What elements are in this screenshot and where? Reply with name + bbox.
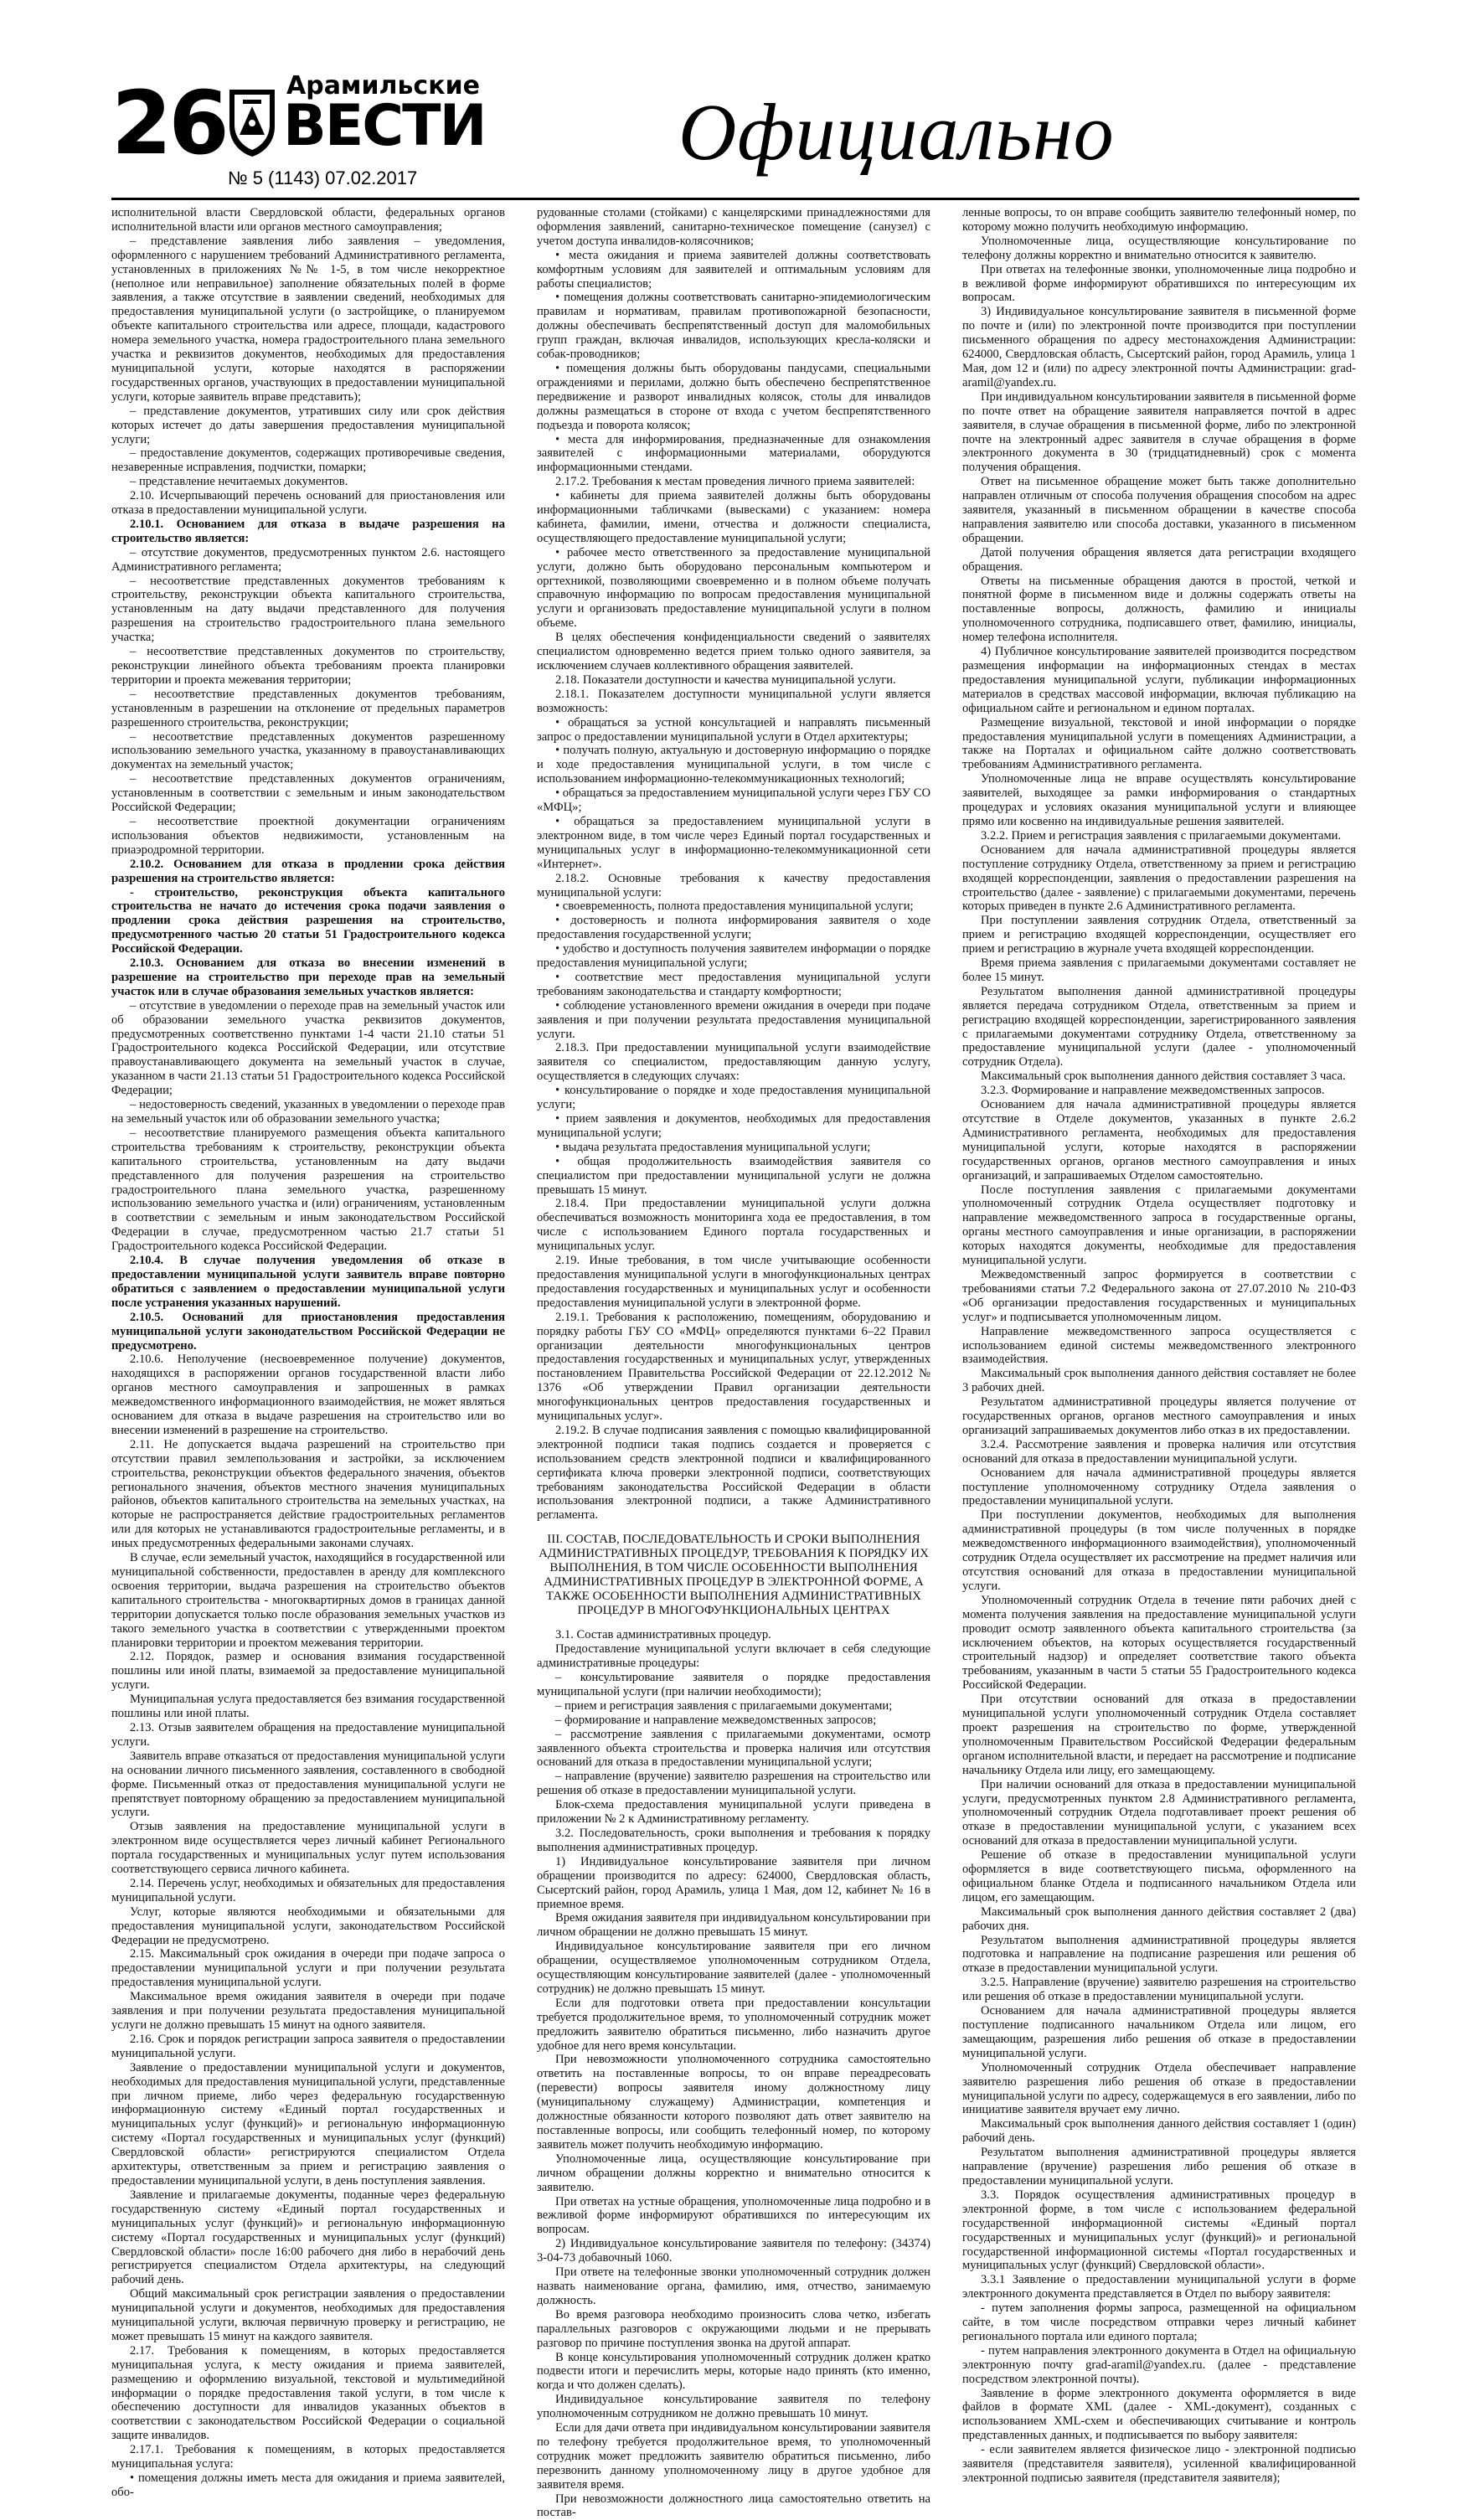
paragraph: Датой получения обращения является дата регистрации входящего обращения. <box>962 545 1356 574</box>
paragraph: В конце консультирования уполномоченный сотрудник должен кратко подвести итоги и перечислить меры, которые надо принять (кто именно, когда и что должен сделать). <box>537 2350 930 2393</box>
paragraph: 2.11. Не допускается выдача разрешений на строительство при отсутствии правил землепользования и застройки, за исключением строительства, реконструкции объектов федерального значения, объектов регионального значения, объектов местного значения муниципальных районов, объектов капитального строительства на земельных участках, на которые не распространяется действие градостроительных регламентов или для которых не устанавливаются градостроительные регламенты, и в иных предусмотренных федеральными законами случаях. <box>111 1437 505 1551</box>
paragraph: • удобство и доступность получения заявителем информации о порядке предоставления муниципальной услуги; <box>537 942 930 971</box>
paragraph: 4) Публичное консультирование заявителей производится посредством размещения информации на информационных стендах в местах предоставления муниципальной услуги, публикации информационных материалов в средствах массовой информации, включая публикацию на официальном сайте и региональном и едином порталах. <box>962 645 1356 715</box>
paragraph: Уполномоченный сотрудник Отдела обеспечивает направление заявителю разрешения либо решения об отказе в предоставлении муниципальной услуги по адресу, содержащемуся в его заявлении, либо по инициативе заявителя вручает ему лично. <box>962 2060 1356 2117</box>
paragraph: В целях обеспечения конфиденциальности сведений о заявителях специалистом одновременно ведется прием только одного заявителя, за исключением случаев коллективного обращения заявителей. <box>537 631 930 673</box>
paragraph: Максимальный срок выполнения данного действия составляет 1 (один) рабочий день. <box>962 2117 1356 2146</box>
paragraph: Во время разговора необходимо произносить слова четко, избегать параллельных разговоров с окружающими людьми и не прерывать разговор по причине поступления звонка на другой аппарат. <box>537 2307 930 2350</box>
paragraph: Заявление и прилагаемые документы, поданные через федеральную государственную систему «Единый портал государственных и муниципальных услуг (функций)» и региональную информационную систему «Портал государственных и муниципальных услуг (функций) Свердловской области» после 16:00 рабочего дня либо в нерабочий день регистрируется специалистом Отдела архитектуры, на следующий рабочий день. <box>111 2188 505 2287</box>
paragraph: • места для информирования, предназначенные для ознакомления заявителей с информационными материалами, оборудуются информационными стендами. <box>537 432 930 475</box>
paragraph: Блок-схема предоставления муниципальной услуги приведена в приложении № 2 к Административному регламенту. <box>537 1798 930 1827</box>
paragraph: ленные вопросы, то он вправе сообщить заявителю телефонный номер, по которому можно получить необходимую информацию. <box>962 206 1356 234</box>
text-column-2 <box>537 206 931 2520</box>
paragraph: Заявление о предоставлении муниципальной услуги и документов, необходимых для предоставления муниципальной услуги, представленные при личном приеме, либо через федеральную государственную информационную систему «Единый портал государственных и муниципальных услуг (функций)» и региональную информационную систему «Портал государственных и муниципальных услуг (функций) Свердловской области» регистрируются специалистом Отдела архитектуры, ответственным за прием и регистрацию заявления о предоставлении муниципальной услуги, в день поступления заявления. <box>111 2060 505 2188</box>
paragraph: 2.17. Требования к помещениям, в которых предоставляется муниципальная услуга, к месту ожидания и приема заявителей, размещению и оформлению визуальной, текстовой и мультимедийной информации о порядке предоставления такой услуги, в том числе к обеспечению доступности для инвалидов указанных объектов в соответствии с законодательством Российской Федерации о социальной защите инвалидов. <box>111 2343 505 2443</box>
paragraph: 2.18.1. Показателем доступности муниципальной услуги является возможность: <box>537 687 930 715</box>
paragraph: 2.17.1. Требования к помещениям, в которых предоставляется муниципальная услуга: <box>111 2443 505 2471</box>
newspaper-logo <box>226 71 486 163</box>
paragraph: После поступления заявления с прилагаемыми документами уполномоченный сотрудник Отдела осуществляет подготовку и направление межведомственного запроса в государственные органы, органы местного самоуправления и иные организации, в распоряжении которых находятся документы, необходимые для предоставления муниципальной услуги. <box>962 1183 1356 1268</box>
paragraph: 3.3.1 Заявление о предоставлении муниципальной услуги в форме электронного документа представляется в Отдел по выбору заявителя: <box>962 2273 1356 2301</box>
paragraph: – формирование и направление межведомственных запросов; <box>555 1713 877 1727</box>
paragraph: - если заявителем является физическое лицо - электронной подписью заявителя (представителя заявителя), усиленной квалифицированной электронной подписью заявителя (представителя заявителя); <box>962 2443 1356 2485</box>
paragraph: Основанием для начала административной процедуры является поступление подписанного начальником Отдела или лицом, его замещающим, разрешения либо решения об отказе в предоставлении муниципальной услуги. <box>962 2004 1356 2060</box>
paragraph: – представление заявления либо заявления – уведомления, оформленного с нарушением требований Административного регламента, установленных в приложениях №№ 1-5, в том числе некорректное (неполное или неправильное) заполнение обязательных полей в форме заявления, а также отсутствие в заявлении сведений, необходимых для предоставления муниципальной услуги (о застройщике, о планируемом объекте капитального строительства или адресе, площади, кадастрового номера земельного участка, номера градостроительного плана земельного участка и реквизитов документов, необходимых для предоставления муниципальной услуги, которые находятся в распоряжении государственных органов, участвующих в предоставлении муниципальной услуги, которые заявитель вправе представить); <box>111 234 505 404</box>
page-number: 26 <box>111 72 226 174</box>
paragraph: 2.16. Срок и порядок регистрации запроса заявителя о предоставлении муниципальной услуги. <box>111 2032 505 2060</box>
paragraph: Максимальный срок выполнения данного действия составляет 2 (два) рабочих дня. <box>962 1904 1356 1933</box>
paragraph: Уполномоченные лица, осуществляющие консультирование при личном обращении должны корректно и внимательно относится к заявителю. <box>537 2152 930 2194</box>
brand-top-word: Арамильские <box>286 71 480 100</box>
paragraph: • соблюдение установленного времени ожидания в очереди при подаче заявления и при получении результата предоставления муниципальной услуги. <box>537 998 930 1041</box>
paragraph: Результатом выполнения данной административной процедуры является передача сотрудником Отдела, ответственным за прием и регистрацию входящей корреспонденции, зарегистрированного заявления с прилагаемыми документами сотруднику Отдела, ответственному за предоставление муниципальной услуги (далее - уполномоченный сотрудник Отдела). <box>962 984 1356 1069</box>
paragraph: В случае, если земельный участок, находящийся в государственной или муниципальной собственности, предоставлен в аренду для комплексного освоения территории, выдача разрешения на строительство объектов капитального строительства - многоквартирных домов в границах данной территории допускается только после образования земельных участков из такого земельного участка в соответствии с утвержденными проектом планировки территории и проектом межевания территории. <box>111 1551 505 1650</box>
paragraph: – несоответствие проектной документации ограничениям использования объектов недвижимости, установленным на приаэродромной территории. <box>111 814 505 857</box>
paragraph: Основанием для начала административной процедуры является поступление уполномоченному сотруднику Отдела заявления о предоставлении муниципальной услуги. <box>962 1466 1356 1508</box>
brand-main-word: ВЕСТИ <box>283 93 486 159</box>
paragraph: 2.10.6. Неполучение (несвоевременное получение) документов, находящихся в распоряжении органов государственной власти либо органов местного самоуправления и запрошенных в рамках межведомственного информационного взаимодействия, не может являться основанием для отказа в выдаче разрешения на строительство или во внесении изменений в разрешение на строительство. <box>111 1353 505 1437</box>
paragraph: 2) Индивидуальное консультирование заявителя по телефону: (34374) 3-04-73 добавочный 1060. <box>537 2237 930 2265</box>
paragraph: Основанием для начала административной процедуры является отсутствие в Отделе документов, указанных в пункте 2.6.2 Административного регламента, необходимых для предоставления муниципальной услуги, которые находятся в распоряжении государственных органов, органов местного самоуправления и иных организаций, и запрашиваемых Отделом самостоятельно. <box>962 1098 1356 1183</box>
paragraph: Индивидуальное консультирование заявителя при его личном обращении, осуществляемое уполномоченным сотрудником Отдела, осуществляющим консультирование заявителей (далее - уполномоченный сотрудник) не должно превышать 15 минут. <box>537 1940 930 1996</box>
paragraph: – прием и регистрация заявления с прилагаемыми документами; <box>555 1698 893 1713</box>
paragraph: 3.1. Состав административных процедур. <box>555 1628 771 1642</box>
paragraph: При ответах на телефонные звонки, уполномоченные лица подробно и в вежливой форме информируют обратившихся по интересующим их вопросам. <box>962 262 1356 305</box>
paragraph: 3.2.3. Формирование и направление межведомственных запросов. <box>981 1084 1325 1098</box>
paragraph: Максимальный срок выполнения данного действия составляет 3 часа. <box>981 1069 1346 1084</box>
paragraph: Межведомственный запрос формируется в соответствии с требованиями статьи 7.2 Федерального закона от 27.07.2010 № 210-ФЗ «Об организации предоставления государственных и муниципальных услуг» и подписывается уполномоченным лицом. <box>962 1267 1356 1324</box>
paragraph: • общая продолжительность взаимодействия заявителя со специалистом при предоставлении муниципальной услуги не должна превышать 15 минут. <box>537 1154 930 1197</box>
paragraph: – несоответствие представленных документов по строительству, реконструкции линейного объекта требованиям проекта планировки территории и проекта межевания территории; <box>111 645 505 687</box>
paragraph: 2.18.4. При предоставлении муниципальной услуги должна обеспечиваться возможность мониторинга хода ее предоставления, в том числе с использованием Единого портала государственных и муниципальных услуг. <box>537 1197 930 1254</box>
paragraph: – отсутствие в уведомлении о переходе прав на земельный участок или об образовании земельного участка реквизитов документов, предусмотренных соответственно пунктами 1-4 части 21.10 статьи 51 Градостроительного кодекса Российской Федерации, или отсутствие правоустанавливающего документа на земельный участок в случае, указанном в части 21.13 статьи 51 Градостроительного кодекса Российской Федерации; <box>111 998 505 1098</box>
paragraph: Муниципальная услуга предоставляется без взимания государственной пошлины или иной платы. <box>111 1693 505 1721</box>
paragraph: рудованные столами (стойками) с канцелярскими принадлежностями для оформления заявлений, санитарно-техническое помещение (санузел) с учетом доступа инвалидов-колясочников; <box>537 206 930 248</box>
paragraph: – предоставление документов, содержащих противоречивые сведения, незаверенные исправления, подчистки, помарки; <box>111 446 505 475</box>
section-heading: III. СОСТАВ, ПОСЛЕДОВАТЕЛЬНОСТЬ И СРОКИ ВЫПОЛНЕНИЯ АДМИНИСТРАТИВНЫХ ПРОЦЕДУР, ТРЕБОВАНИЯ К ПОРЯДКУ ИХ ВЫПОЛНЕНИЯ, В ТОМ ЧИСЛЕ ОСОБЕННОСТИ ВЫПОЛНЕНИЯ АДМИНИСТРАТИВНЫХ ПРОЦЕДУР В ЭЛЕКТРОННОЙ ФОРМЕ, А ТАКЖЕ ОСОБЕННОСТИ ВЫПОЛНЕНИЯ АДМИНИСТРАТИВНЫХ ПРОЦЕДУР В МНОГОФУНКЦИОНАЛЬНЫХ ЦЕНТРАХ <box>539 1533 929 1618</box>
paragraph: – представление нечитаемых документов. <box>130 475 348 489</box>
paragraph: • помещения должны быть оборудованы пандусами, специальными ограждениями и перилами, должно быть обеспечено беспрепятственное передвижение и разворот инвалидных колясок, столы для инвалидов должны размещаться в стороне от входа с учетом беспрепятственного подъезда и поворота колясок; <box>537 361 930 432</box>
bold-paragraph: 2.10.2. Основанием для отказа в продлении срока действия разрешения на строительство является: <box>111 857 505 885</box>
paragraph: – недостоверность сведений, указанных в уведомлении о переходе прав на земельный участок или об образовании земельного участка; <box>111 1098 505 1126</box>
city-crest-icon <box>226 83 278 158</box>
paragraph: – несоответствие представленных документов требованиям, установленным в разрешении на отклонение от предельных параметров разрешенного строительства, реконструкции; <box>111 687 505 729</box>
paragraph: • помещения должны иметь места для ожидания и приема заявителей, обо- <box>111 2471 505 2499</box>
paragraph: При отсутствии оснований для отказа в предоставлении муниципальной услуги уполномоченный сотрудник Отдела составляет проект разрешения на строительство по форме, утвержденной уполномоченным Правительством Российской Федерации федеральным органом исполнительной власти, и передает на рассмотрение и подписание начальнику Отдела или лицу, его замещающему. <box>962 1693 1356 1777</box>
paragraph: • прием заявления и документов, необходимых для предоставления муниципальной услуги; <box>537 1112 930 1140</box>
paragraph: Ответ на письменное обращение может быть также дополнительно направлен отличным от способа получения обращения способом на адрес заявителя, указанный в письменном обращении в качестве способа направления заявителю или способа доставки, указанного в письменном обращении. <box>962 475 1356 545</box>
bold-paragraph: 2.10.3. Основанием для отказа во внесении изменений в разрешение на строительство при переходе прав на земельный участок или в случае образования земельных участков является: <box>111 956 505 998</box>
paragraph: При наличии оснований для отказа в предоставлении муниципальной услуги, предусмотренных пунктом 2.8 Административного регламента, уполномоченный сотрудник Отдела подготавливает проект решения об отказе в предоставлении муниципальной услуги, с указанием всех оснований для отказа в предоставлении муниципальной услуги. <box>962 1777 1356 1848</box>
paragraph: Время приема заявления с прилагаемыми документами составляет не более 15 минут. <box>962 956 1356 984</box>
paragraph: 2.15. Максимальный срок ожидания в очереди при подаче запроса о предоставлении муниципальной услуги и при получении результата предоставления муниципальной услуги. <box>111 1947 505 1990</box>
paragraph: • рабочее место ответственного за предоставление муниципальной услуги, должно быть оборудовано персональным компьютером и оргтехникой, позволяющими своевременно и в полном объеме получать справочную информацию по вопросам предоставления муниципальной услуги и организовать предоставление муниципальной услуги в полном объеме. <box>537 545 930 631</box>
bold-paragraph: 2.10.4. В случае получения уведомления об отказе в предоставлении муниципальной услуги заявитель вправе повторно обратиться с заявлением о предоставлении муниципальной услуги после устранения указанных нарушений. <box>111 1254 505 1310</box>
paragraph: - путем направления электронного документа в Отдел на официальную электронную почту grad-aramil@yandex.ru. (далее - представление посредством электронной почты). <box>962 2343 1356 2386</box>
paragraph: 3.2.5. Направление (вручение) заявителю разрешения на строительство или решения об отказе в предоставлении муниципальной услуги. <box>962 1976 1356 2004</box>
paragraph: Максимальное время ожидания заявителя в очереди при подаче заявления и при получении результата предоставления муниципальной услуги не должно превышать 15 минут на одного заявителя. <box>111 1990 505 2032</box>
paragraph: Уполномоченные лица, осуществляющие консультирование по телефону должны корректно и внимательно относится к заявителю. <box>962 234 1356 262</box>
paragraph: При ответе на телефонные звонки уполномоченный сотрудник должен назвать наименование органа, фамилию, имя, отчество, занимаемую должность. <box>537 2265 930 2307</box>
paragraph: - путем заполнения формы запроса, размещенной на официальном сайте, в том числе посредством отправки через личный кабинет регионального портала или единого портала; <box>962 2301 1356 2343</box>
paragraph: При поступлении документов, необходимых для выполнения административной процедуры (в том числе полученных в порядке межведомственного информационного взаимодействия), уполномоченный сотрудник Отдела осуществляет их рассмотрение на предмет наличия или отсутствия оснований для отказа в предоставлении муниципальной услуги. <box>962 1508 1356 1593</box>
paragraph: 2.18.3. При предоставлении муниципальной услуги взаимодействие заявителя со специалистом, предоставляющим данную услугу, осуществляется в следующих случаях: <box>537 1041 930 1084</box>
masthead <box>0 0 1469 205</box>
paragraph: Максимальный срок выполнения данного действия составляет не более 3 рабочих дней. <box>962 1367 1356 1395</box>
paragraph: – отсутствие документов, предусмотренных пунктом 2.6. настоящего Административного регламента; <box>111 545 505 574</box>
paragraph: • соответствие мест предоставления муниципальной услуги требованиям законодательства и стандарту комфортности; <box>537 970 930 998</box>
paragraph: Предоставление муниципальной услуги включает в себя следующие административные процедуры: <box>537 1642 930 1671</box>
bold-paragraph: - строительство, реконструкция объекта капитального строительства не начато до истечения срока подачи заявления о продлении срока действия разрешения на строительство, предусмотренного частью 20 статьи 51 Градостроительного кодекса Российской Федерации. <box>111 885 505 956</box>
paragraph: 2.19.1. Требования к расположению, помещениям, оборудованию и порядку работы ГБУ СО «МФЦ» определяются пунктами 6–22 Правил организации деятельности многофункциональных центров предоставления государственных и муниципальных услуг, утвержденных постановлением Правительства Российской Федерации от 22.12.2012 № 1376 «Об утверждении Правил организации деятельности многофункциональных центров предоставления государственных и муниципальных услуг». <box>537 1310 930 1424</box>
paragraph: 2.19.2. В случае подписания заявления с помощью квалифицированной электронной подписи такая подпись создается и проверяется с использованием средств электронной подписи и квалифицированного сертификата ключа проверки электронной подписи, соответствующих требованиям законодательства Российской Федерации в области использования электронной подписи, а также Административного регламента. <box>537 1423 930 1523</box>
paragraph: При ответах на устные обращения, уполномоченные лица подробно и в вежливой форме информируют обратившихся по интересующим их вопросам. <box>537 2194 930 2237</box>
paragraph: Ответы на письменные обращения даются в простой, четкой и понятной форме в письменном виде и должны содержать ответы на поставленные вопросы, должность, фамилию и инициалы уполномоченного сотрудника, подписавшего ответ, фамилию, инициалы, номер телефона исполнителя. <box>962 574 1356 645</box>
paragraph: • получать полную, актуальную и достоверную информацию о порядке и ходе предоставления муниципальной услуги, в том числе с использованием информационно-телекоммуникационных технологий; <box>537 744 930 786</box>
paragraph: Заявление в форме электронного документа оформляется в виде файлов в формате XML (далее - XML-документ), созданных с использованием XML-схем и обеспечивающих считывание и контроль представленных данных, и подписывается по выбору заявителя: <box>962 2386 1356 2443</box>
paragraph: Основанием для начала административной процедуры является поступление сотруднику Отдела, ответственному за прием и регистрацию входящей корреспонденции, заявления о предоставлении разрешения на строительство (далее - заявление) с прилагаемыми документами, перечень которых приведен в пункте 2.6 Административного регламента. <box>962 843 1356 914</box>
paragraph: Услуг, которые являются необходимыми и обязательными для предоставления муниципальной услуги, законодательством Российской Федерации не предусмотрено. <box>111 1904 505 1947</box>
paragraph: Уполномоченный сотрудник Отдела в течение пяти рабочих дней с момента получения заявления на предоставление муниципальной услуги проводит осмотр заявленного объекта капитального строительства (за исключением объектов, на которых осуществляется государственный строительный надзор) и определяет соответствие такого объекта требованиям, указанным в части 5 статьи 55 Градостроительного кодекса Российской Федерации. <box>962 1593 1356 1693</box>
paragraph: Размещение визуальной, текстовой и иной информации о порядке предоставления муниципальной услуги в помещениях Администрации, а также на Порталах и официальном сайте должно соответствовать требованиям Административного регламента. <box>962 715 1356 772</box>
paragraph: – представление документов, утративших силу или срок действия которых истечет до даты завершения предоставления муниципальной услуги; <box>111 404 505 446</box>
paragraph: При поступлении заявления сотрудник Отдела, ответственный за прием и регистрацию входящей корреспонденции, осуществляет его прием и регистрацию в журнале учета входящей корреспонденции. <box>962 914 1356 956</box>
paragraph: 2.19. Иные требования, в том числе учитывающие особенности предоставления муниципальной услуги в многофункциональных центрах предоставления государственных и муниципальных услуг и особенности предоставления муниципальной услуги в электронной форме. <box>537 1254 930 1310</box>
paragraph: 1) Индивидуальное консультирование заявителя при личном обращении производится по адресу: 624000, Свердловская область, Сысертский район, город Арамиль, улица 1 Мая, дом 12, кабинет № 16 в приемное время. <box>537 1854 930 1911</box>
paragraph: Результатом выполнения административной процедуры является направление (вручение) разрешения либо решения об отказе в предоставлении муниципальной услуги. <box>962 2146 1356 2188</box>
paragraph: – несоответствие представленных документов требованиям к строительству, реконструкции объекта капитального строительства, установленным на дату выдачи представленного для получения разрешения на строительство градостроительного плана земельного участка; <box>111 574 505 645</box>
text-column-3 <box>962 206 1356 2485</box>
paragraph: 2.13. Отзыв заявителем обращения на предоставление муниципальной услуги. <box>111 1720 505 1749</box>
paragraph: Если для дачи ответа при индивидуальном консультировании заявителя по телефону требуется продолжительное время, то уполномоченный сотрудник может предложить заявителю обратиться письменно, либо перезвонить данному уполномоченному лицу в другое удобное для заявителя время. <box>537 2421 930 2492</box>
section-title: Официально <box>678 87 1115 177</box>
paragraph: 2.12. Порядок, размер и основания взимания государственной пошлины или иной платы, взимаемой за предоставление муниципальной услуги. <box>111 1650 505 1693</box>
paragraph: – несоответствие представленных документов разрешенному использованию земельного участка, указанному в правоустанавливающих документах на земельный участок; <box>111 729 505 772</box>
paragraph: 3.2.2. Прием и регистрация заявления с прилагаемыми документами. <box>981 828 1342 843</box>
paragraph: • кабинеты для приема заявителей должны быть оборудованы информационными табличками (вывесками) с указанием: номера кабинета, фамилии, имени, отчества и должности специалиста, осуществляющего предоставление муниципальной услуги; <box>537 489 930 545</box>
paragraph: – несоответствие планируемого размещения объекта капитального строительства требованиям к строительству, реконструкции объекта капитального строительства, установленным на дату выдачи представленного для получения разрешения на строительство градостроительного плана земельного участка, разрешенному использованию земельного участка и (или) ограничениям, установленным в соответствии с земельным и иным законодательством Российской Федерации в случае, предусмотренном частью 21.7 статьи 51 Градостроительного кодекса Российской Федерации. <box>111 1126 505 1254</box>
paragraph: При индивидуальном консультировании заявителя в письменной форме по почте ответ на обращение заявителя направляется почтой в адрес заявителя, в случае обращения в письменной форме, либо по электронной почте на электронный адрес заявителя в случае обращения в форме электронного документа в 30 (тридцатидневный) срок с момента получения обращения. <box>962 389 1356 475</box>
paragraph: Заявитель вправе отказаться от предоставления муниципальной услуги на основании личного письменного заявления, составленного в свободной форме. Письменный отказ от предоставления муниципальной услуги не препятствует повторному обращению за предоставлением муниципальной услуги. <box>111 1749 505 1820</box>
bold-paragraph: 2.10.5. Оснований для приостановления предоставления муниципальной услуги законодательством Российской Федерации не предусмотрено. <box>111 1310 505 1353</box>
bold-paragraph: 2.10.1. Основанием для отказа в выдаче разрешения на строительство является: <box>111 517 505 545</box>
paragraph: Направление межведомственного запроса осуществляется с использованием единой системы межведомственного электронного взаимодействия. <box>962 1324 1356 1367</box>
paragraph: 3) Индивидуальное консультирование заявителя в письменной форме по почте и (или) по электронной почте производится при поступлении письменного обращения по адресу местонахождения Администрации: 624000, Свердловская область, Сысертский район, город Арамиль, улица 1 Мая, дом 12 и (или) по адресу электронной почты Администрации: grad-aramil@yandex.ru. <box>962 305 1356 389</box>
paragraph: 3.2.4. Рассмотрение заявления и проверка наличия или отсутствия оснований для отказа в предоставлении муниципальной услуги. <box>962 1437 1356 1466</box>
paragraph: Отзыв заявления на предоставление муниципальной услуги в электронном виде осуществляется через личный кабинет Регионального портала государственных и муниципальных услуг путем использования соответствующего сервиса личного кабинета. <box>111 1820 505 1877</box>
paragraph: При невозможности должностного лица самостоятельно ответить на постав- <box>537 2492 930 2520</box>
paragraph: исполнительной власти Свердловской области, федеральных органов исполнительной власти или органов местного самоуправления; <box>111 206 505 234</box>
paragraph: Результатом административной процедуры является получение от государственных органов, органов местного самоуправления и иных организаций запрашиваемых документов либо отказ в их предоставлении. <box>962 1395 1356 1437</box>
paragraph: – консультирование заявителя о порядке предоставления муниципальной услуги (при наличии необходимости); <box>537 1671 930 1698</box>
paragraph: • своевременность, полнота предоставления муниципальной услуги; <box>555 899 914 914</box>
issue-number-date: № 5 (1143) 07.02.2017 <box>228 167 418 188</box>
paragraph: • обращаться за устной консультацией и направлять письменный запрос о предоставлении муниципальной услуги в Отдел архитектуры; <box>537 715 930 744</box>
paragraph: 2.18. Показатели доступности и качества муниципальной услуги. <box>555 673 896 687</box>
paragraph: – направление (вручение) заявителю разрешения на строительство или решения об отказе в предоставлении муниципальной услуги. <box>537 1770 930 1798</box>
paragraph: 3.2. Последовательность, сроки выполнения и требования к порядку выполнения административных процедур. <box>537 1826 930 1854</box>
paragraph: – несоответствие представленных документов ограничениям, установленным в соответствии с земельным и иным законодательством Российской Федерации; <box>111 772 505 815</box>
paragraph: 2.18.2. Основные требования к качеству предоставления муниципальной услуги: <box>537 871 930 899</box>
paragraph: Уполномоченные лица не вправе осуществлять консультирование заявителей, выходящее за рамки информирования о стандартных процедурах и условиях оказания муниципальной услуги и влияющее прямо или косвенно на индивидуальные решения заявителей. <box>962 772 1356 828</box>
paragraph: • обращаться за предоставлением муниципальной услуги через ГБУ СО «МФЦ»; <box>537 786 931 815</box>
paragraph: • консультирование о порядке и ходе предоставления муниципальной услуги; <box>537 1084 930 1112</box>
article-columns <box>111 206 1359 2520</box>
paragraph: 3.3. Порядок осуществления административных процедур в электронной форме, в том числе с использованием федеральной государственной информационной системы «Единый портал государственных и муниципальных услуг (функций)» и региональной государственной информационной системы «Портал государственных и муниципальных услуг (функций) Свердловской области». <box>962 2188 1356 2273</box>
paragraph: • достоверность и полнота информирования заявителя о ходе предоставления государственной услуги; <box>537 914 930 942</box>
paragraph: 2.10. Исчерпывающий перечень оснований для приостановления или отказа в предоставлении муниципальной услуги. <box>111 489 505 518</box>
paragraph: Решение об отказе в предоставлении муниципальной услуги оформляется в виде соответствующего письма, оформленного на официальном бланке Отдела и подписанного начальником Отдела или лицом, его замещающим. <box>962 1848 1356 1904</box>
header-rule <box>111 198 1359 200</box>
paragraph: • помещения должны соответствовать санитарно-эпидемиологическим правилам и нормативам, правилам противопожарной безопасности, должны обеспечивать беспрепятственный доступ для маломобильных групп граждан, включая инвалидов, использующих кресла-коляски и собак-проводников; <box>537 291 930 362</box>
paragraph: • обращаться за предоставлением муниципальной услуги в электронном виде, в том числе через Единый портал государственных и муниципальных услуг в информационно-телекоммуникационной сети «Интернет». <box>537 814 930 871</box>
paragraph: 2.17.2. Требования к местам проведения личного приема заявителей: <box>555 475 915 489</box>
paragraph: Результатом выполнения административной процедуры является подготовка и направление на подписание разрешения или решения об отказе в предоставлении муниципальной услуги. <box>962 1933 1356 1976</box>
paragraph: Индивидуальное консультирование заявителя по телефону уполномоченным сотрудником не должно превышать 10 минут. <box>537 2393 930 2421</box>
paragraph: Если для подготовки ответа при предоставлении консультации требуется продолжительное время, то уполномоченный сотрудник может предложить заявителю обратиться письменно, либо назначить другое удобное для него время консультации. <box>537 1996 930 2053</box>
paragraph: Время ожидания заявителя при индивидуальном консультировании при личном обращении не должно превышать 15 минут. <box>537 1911 930 1940</box>
paragraph: При невозможности уполномоченного сотрудника самостоятельно ответить на поставленные вопросы, то он вправе переадресовать (перевести) вопросы заявителя иному должностному лицу (муниципальному служащему) Администрации, компетенция и должностные обязанности которого позволяют дать ответ заявителю на поставленные вопросы, или сообщить телефонный номер, по которому заявитель может получить необходимую информацию. <box>537 2053 930 2152</box>
paragraph: 2.14. Перечень услуг, необходимых и обязательных для предоставления муниципальной услуги. <box>111 1876 505 1904</box>
paragraph: – рассмотрение заявления с прилагаемыми документами, осмотр заявленного объекта строительства и проверка наличия или отсутствия оснований для отказа в предоставлении муниципальной услуги; <box>537 1727 930 1770</box>
text-column-1 <box>111 206 505 2499</box>
paragraph: • места ожидания и приема заявителей должны соответствовать комфортным условиям для заявителей и оптимальным условиям для работы специалистов; <box>537 248 930 291</box>
paragraph: • выдача результата предоставления муниципальной услуги; <box>555 1140 871 1154</box>
paragraph: Общий максимальный срок регистрации заявления о предоставлении муниципальной услуги и документов, необходимых для предоставления муниципальной услуги, включая первичную проверку и регистрацию, не может превышать 15 минут на каждого заявителя. <box>111 2287 505 2343</box>
